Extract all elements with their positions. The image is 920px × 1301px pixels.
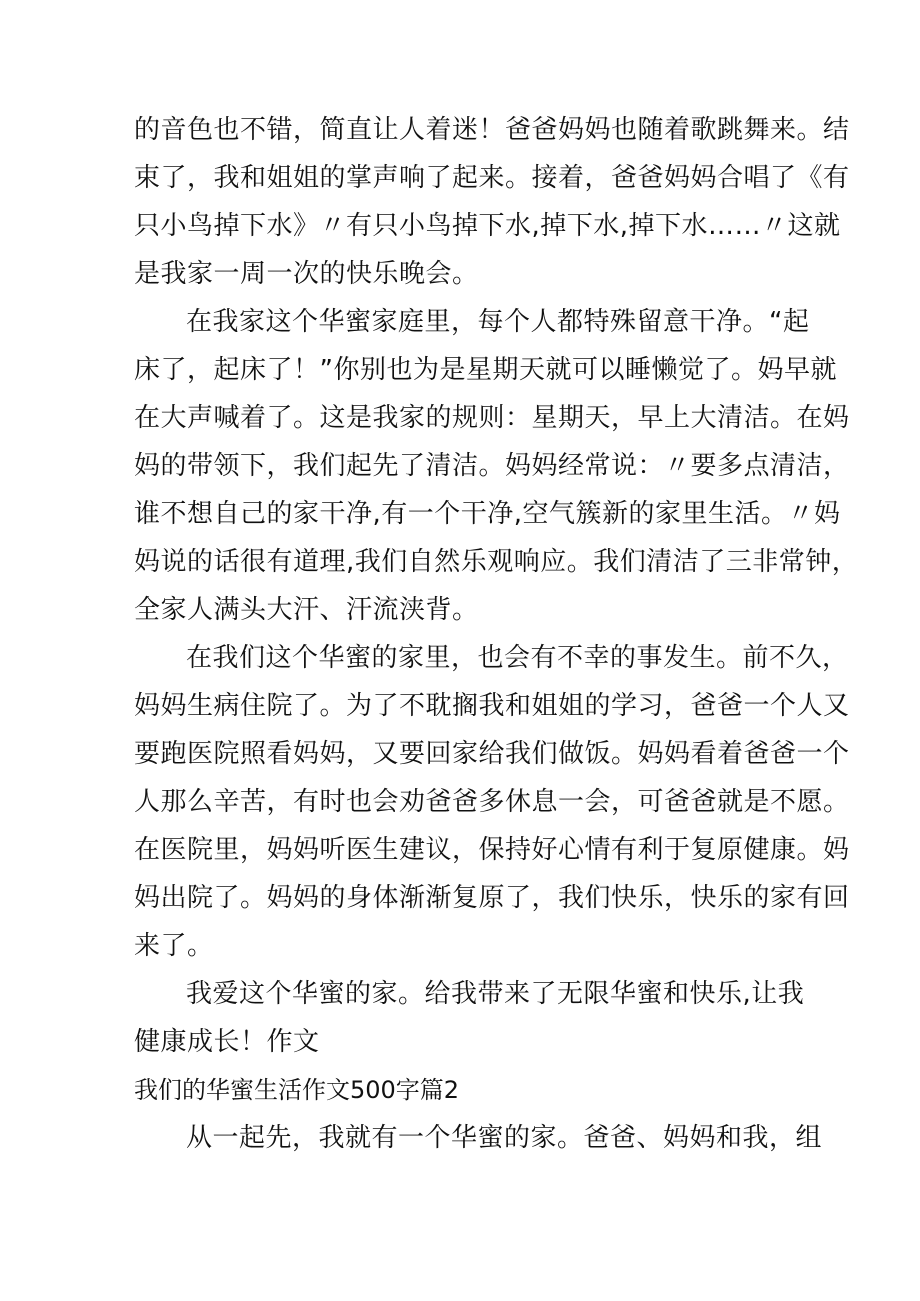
text-line: 要跑医院照看妈妈，又要回家给我们做饭。妈妈看着爸爸一个 xyxy=(134,739,850,769)
text-line: 只小鸟掉下水》〃有只小鸟掉下水,掉下水,掉下水……〃这就 xyxy=(134,211,841,241)
text-line: 妈妈生病住院了。为了不耽搁我和姐姐的学习，爸爸一个人又 xyxy=(134,691,850,721)
text-line: 全家人满头大汗、汗流浃背。 xyxy=(134,595,479,625)
paragraph-2 xyxy=(134,298,859,634)
text-line: 在大声喊着了。这是我家的规则：星期天，早上大清洁。在妈 xyxy=(134,403,850,433)
text-line: 谁不想自己的家干净,有一个干净,空气簇新的家里生活。〃妈 xyxy=(134,499,841,529)
text-line: 来了。 xyxy=(134,931,214,961)
text-line: 在我家这个华蜜家庭里，每个人都特殊留意干净。“起 xyxy=(186,307,810,337)
document-body xyxy=(134,106,859,1162)
text-line: 健康成长！作文 xyxy=(134,1027,320,1057)
paragraph-1 xyxy=(134,106,850,298)
text-line: 是我家一周一次的快乐晚会。 xyxy=(134,259,479,289)
text-line: 床了，起床了！”你别也为是星期天就可以睡懒觉了。妈早就 xyxy=(134,355,837,385)
paragraph-3 xyxy=(134,634,850,970)
text-line: 妈出院了。妈妈的身体渐渐复原了，我们快乐，快乐的家有回 xyxy=(134,883,850,913)
text-line: 在医院里，妈妈听医生建议，保持好心情有利于复原健康。妈 xyxy=(134,835,850,865)
text-line: 的音色也不错，简直让人着迷！爸爸妈妈也随着歌跳舞来。结 xyxy=(134,115,850,145)
text-line: 在我们这个华蜜的家里，也会有不幸的事发生。前不久， xyxy=(186,643,849,673)
text-line: 从一起先，我就有一个华蜜的家。爸爸、妈妈和我，组 xyxy=(186,1123,823,1153)
text-line: 妈的带领下，我们起先了清洁。妈妈经常说：〃要多点清洁， xyxy=(134,451,850,481)
paragraph-4 xyxy=(134,970,805,1066)
paragraph-5 xyxy=(134,1114,823,1162)
text-line: 妈说的话很有道理,我们自然乐观响应。我们清洁了三非常钟， xyxy=(134,547,859,577)
section-heading: 我们的华蜜生活作文500字篇2 xyxy=(134,1076,460,1104)
text-line: 人那么辛苦，有时也会劝爸爸多休息一会，可爸爸就是不愿。 xyxy=(134,787,850,817)
text-line: 我爱这个华蜜的家。给我带来了无限华蜜和快乐,让我 xyxy=(186,979,805,1009)
text-line: 束了，我和姐姐的掌声响了起来。接着，爸爸妈妈合唱了《有 xyxy=(134,163,850,193)
